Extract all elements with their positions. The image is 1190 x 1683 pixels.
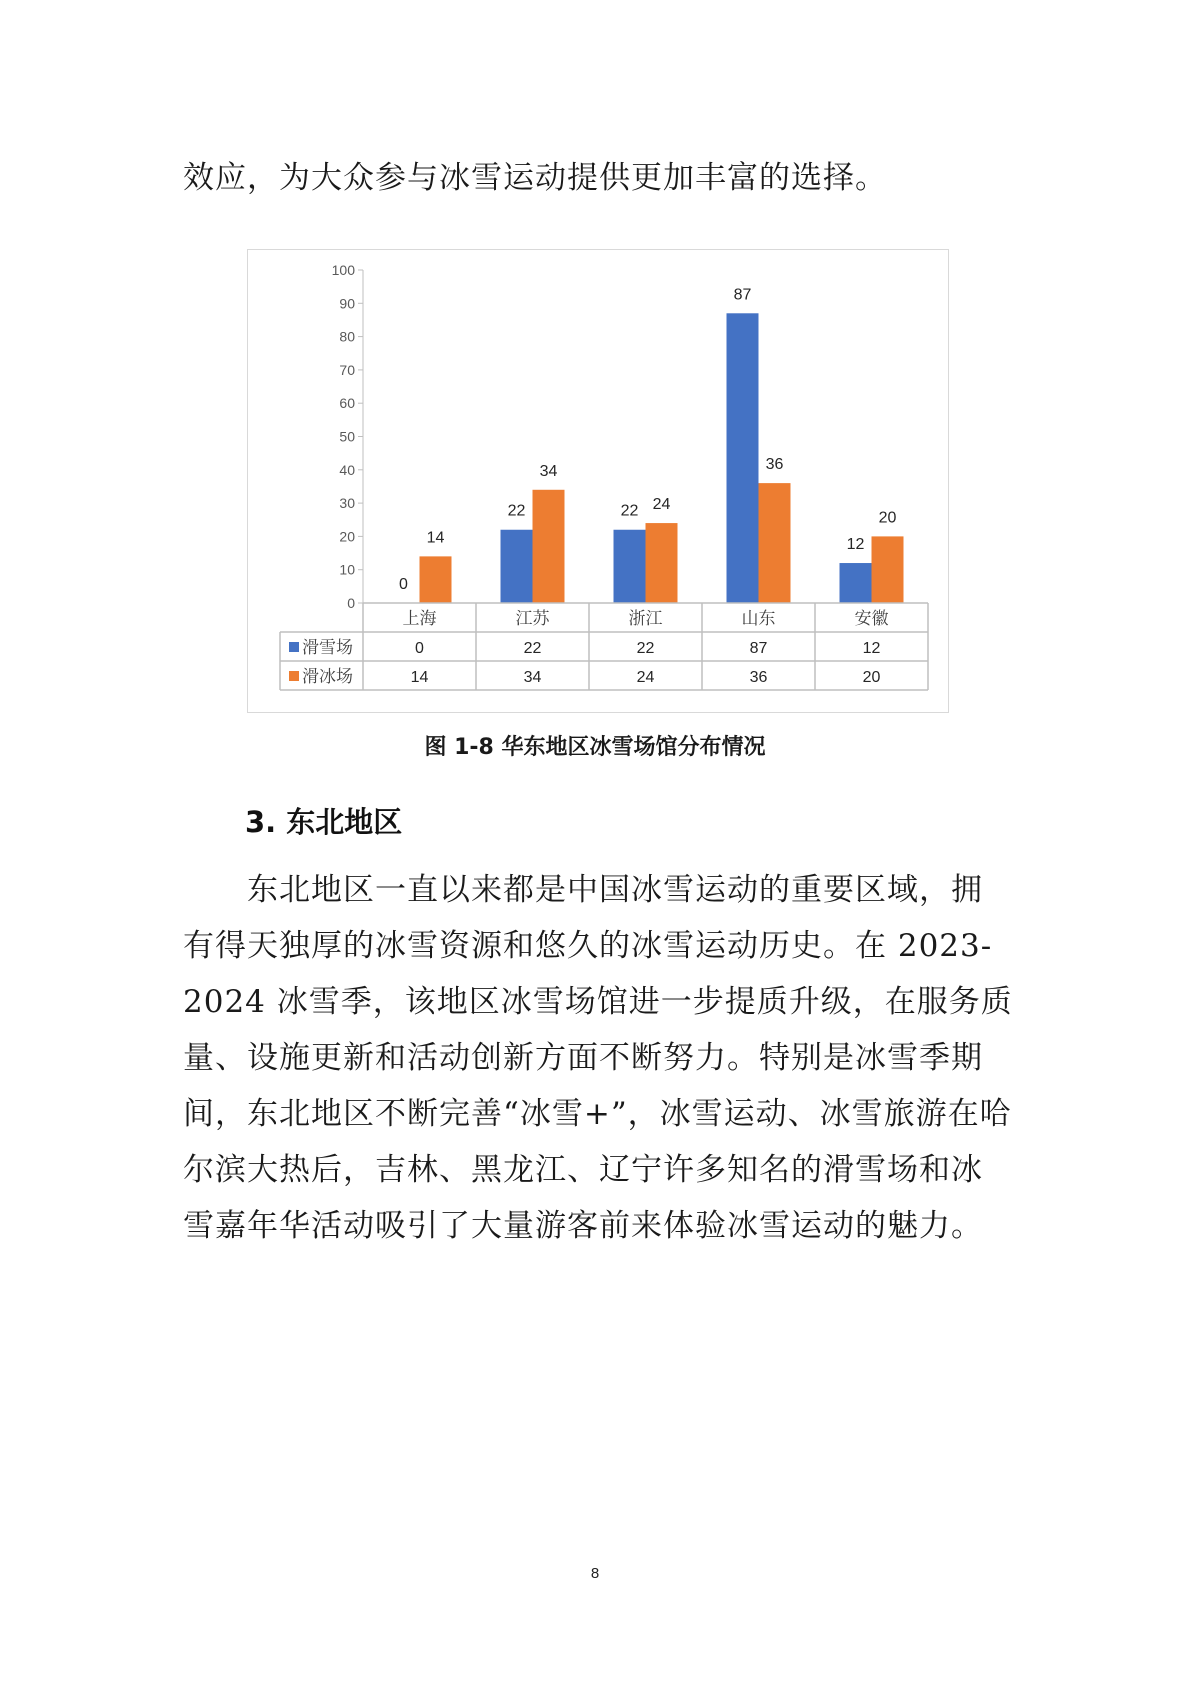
bar-data-label: 24: [652, 496, 671, 514]
y-tick-label: 20: [339, 528, 355, 545]
bar-ski: [501, 530, 533, 603]
bar-data-label: 34: [539, 462, 558, 480]
table-cell-value: 0: [415, 640, 424, 657]
bar-skate: [646, 523, 678, 603]
table-cell-value: 22: [636, 640, 655, 657]
intro-paragraph: 效应，为大众参与冰雪运动提供更加丰富的选择。: [183, 160, 887, 196]
bar-skate: [872, 536, 904, 603]
bar-data-label: 36: [765, 456, 784, 474]
bar-data-label: 87: [733, 286, 752, 304]
legend-key: [289, 642, 299, 652]
table-cell-value: 22: [523, 640, 542, 657]
bar-skate: [533, 490, 565, 603]
category-label: 安徽: [854, 609, 889, 628]
table-cell-value: 24: [636, 669, 655, 686]
table-cell-value: 36: [749, 669, 768, 686]
section-heading: 3. 东北地区: [245, 805, 403, 839]
bar-data-label: 14: [426, 529, 445, 547]
legend-label: 滑雪场: [302, 638, 353, 657]
category-label: 浙江: [628, 609, 663, 628]
y-tick-label: 50: [339, 428, 355, 445]
y-tick-label: 10: [339, 561, 355, 578]
y-tick-label: 30: [339, 495, 355, 512]
y-tick-label: 100: [331, 262, 355, 278]
chart-container: [247, 249, 949, 713]
page-number: 8: [590, 1565, 600, 1582]
category-label: 上海: [402, 609, 437, 628]
bar-skate: [420, 556, 452, 603]
bar-ski: [614, 530, 646, 603]
category-label: 江苏: [515, 609, 550, 628]
table-cell-value: 20: [862, 669, 881, 686]
figure-caption: 图 1-8 华东地区冰雪场馆分布情况: [424, 735, 766, 760]
bar-chart: [248, 250, 948, 712]
y-tick-label: 80: [339, 328, 355, 345]
table-cell-value: 12: [862, 640, 881, 657]
table-cell-value: 14: [410, 669, 429, 686]
y-tick-label: 90: [339, 295, 355, 312]
y-tick-label: 0: [347, 595, 355, 611]
table-cell-value: 87: [749, 640, 768, 657]
y-tick-label: 60: [339, 395, 355, 412]
y-tick-label: 70: [339, 361, 355, 378]
bar-data-label: 0: [399, 576, 408, 593]
bar-data-label: 20: [878, 509, 897, 527]
bar-data-label: 22: [507, 502, 526, 520]
table-cell-value: 34: [523, 669, 542, 686]
legend-key: [289, 671, 299, 681]
bar-ski: [727, 313, 759, 603]
bar-ski: [840, 563, 872, 603]
bar-data-label: 22: [620, 502, 639, 520]
bar-skate: [759, 483, 791, 603]
body-paragraph: 东北地区一直以来都是中国冰雪运动的重要区域，拥有得天独厚的冰雪资源和悠久的冰雪运动历史。在 2023-2024 冰雪季，该地区冰雪场馆进一步提质升级，在服务质量、设施更新和活动创新方面不断努力。特别是冰雪季期间，东北地区不断完善“冰雪+”，冰雪运动、冰雪旅游在哈尔滨大热后，吉林、黑龙江、辽宁许多知名的滑雪场和冰雪嘉年华活动吸引了大量游客前来体验冰雪运动的魅力。: [183, 872, 1013, 1244]
legend-label: 滑冰场: [302, 667, 353, 686]
category-label: 山东: [741, 609, 776, 628]
y-tick-label: 40: [339, 461, 355, 478]
bar-data-label: 12: [846, 536, 865, 554]
